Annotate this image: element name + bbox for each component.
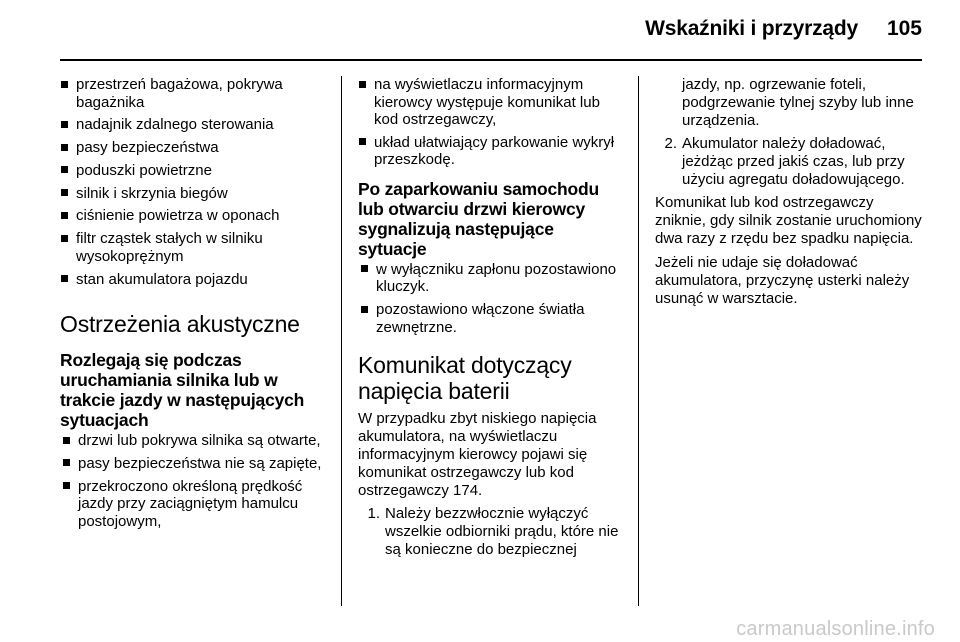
list-item: układ ułatwiający parkowanie wykrył przeszkodę. bbox=[358, 134, 626, 169]
list-item: pasy bezpieczeństwa nie są zapięte, bbox=[62, 455, 330, 473]
paragraph-warning-cleared: Komunikat lub kod ostrzegawczy zniknie, gdy silnik zostanie uruchomiony dwa razy z rzędu bez spadku napięcia. bbox=[655, 194, 922, 248]
list-item: filtr cząstek stałych w silniku wysokoprężnym bbox=[60, 230, 330, 265]
battery-steps bbox=[358, 505, 626, 559]
column-divider-right bbox=[638, 76, 639, 606]
paragraph-workshop: Jeżeli nie udaje się doładować akumulatora, przyczynę usterki należy usunąć w warsztacie. bbox=[655, 253, 910, 307]
step-continuation: jazdy, np. ogrzewanie foteli, podgrzewanie tylnej szyby lub inne urządzenia. bbox=[682, 76, 914, 129]
column-left bbox=[60, 76, 330, 535]
step-number: 2. bbox=[664, 135, 677, 152]
column-divider-left bbox=[341, 76, 342, 606]
step-item bbox=[655, 135, 927, 189]
battery-paragraph: W przypadku zbyt niskiego napięcia akumulatora, na wyświetlaczu informacyjnym kierowcy pojawi się komunikat ostrzegawczy lub kod ostrzegawczy 174. bbox=[358, 410, 597, 500]
list-item: przekroczono określoną prędkość jazdy przy zaciągniętym hamulcu postojowym, bbox=[62, 478, 330, 531]
list-item: pozostawiono włączone światła zewnętrzne. bbox=[360, 301, 626, 336]
step-text: Akumulator należy doładować, jeżdżąc przed jakiś czas, lub przy użyciu agregatu doładowującego. bbox=[682, 135, 905, 188]
list-item: pasy bezpieczeństwa bbox=[60, 139, 330, 157]
list-item: w wyłączniku zapłonu pozostawiono kluczyk. bbox=[360, 261, 626, 296]
column-middle bbox=[358, 76, 626, 565]
section-heading-battery-voltage: Komunikat dotyczący napięcia baterii bbox=[358, 352, 572, 405]
parking-warning-list bbox=[358, 261, 626, 336]
list-item: ciśnienie powietrza w oponach bbox=[60, 207, 330, 225]
acoustic-warning-list bbox=[60, 432, 330, 530]
section-heading-acoustic-warnings: Ostrzeżenia akustyczne bbox=[60, 311, 300, 338]
page-title: Wskaźniki i przyrządy bbox=[645, 17, 858, 40]
list-item: na wyświetlaczu informacyjnym kierowcy występuje komunikat lub kod ostrzegawczy, bbox=[358, 76, 626, 129]
step-text: Należy bezzwłocznie wyłączyć wszelkie odbiorniki prądu, które nie są konieczne do bezpiecznej bbox=[385, 505, 619, 559]
column-right bbox=[655, 76, 927, 313]
step-item bbox=[358, 505, 626, 559]
acoustic-warning-list-cont bbox=[358, 76, 626, 169]
list-item: przestrzeń bagażowa, pokrywa bagażnika bbox=[60, 76, 330, 111]
indicator-list bbox=[60, 76, 330, 288]
list-item: stan akumulatora pojazdu bbox=[60, 271, 330, 289]
list-item: poduszki powietrzne bbox=[60, 162, 330, 180]
subheading-after-parking: Po zaparkowaniu samochodu lub otwarciu drzwi kierowcy sygnalizują następujące sytuacje bbox=[358, 178, 600, 259]
header-rule bbox=[60, 59, 922, 61]
list-item: silnik i skrzynia biegów bbox=[60, 185, 330, 203]
watermark: carmanualsonline.info bbox=[736, 618, 935, 640]
battery-steps-cont bbox=[655, 135, 927, 189]
step-number: 1. bbox=[367, 505, 380, 523]
subheading-engine-start: Rozlegają się podczas uruchamiania silnika lub w trakcie jazdy w następujących sytuacjach bbox=[60, 350, 305, 431]
page-number: 105 bbox=[886, 17, 922, 40]
list-item: nadajnik zdalnego sterowania bbox=[60, 116, 330, 134]
list-item: drzwi lub pokrywa silnika są otwarte, bbox=[62, 432, 330, 450]
